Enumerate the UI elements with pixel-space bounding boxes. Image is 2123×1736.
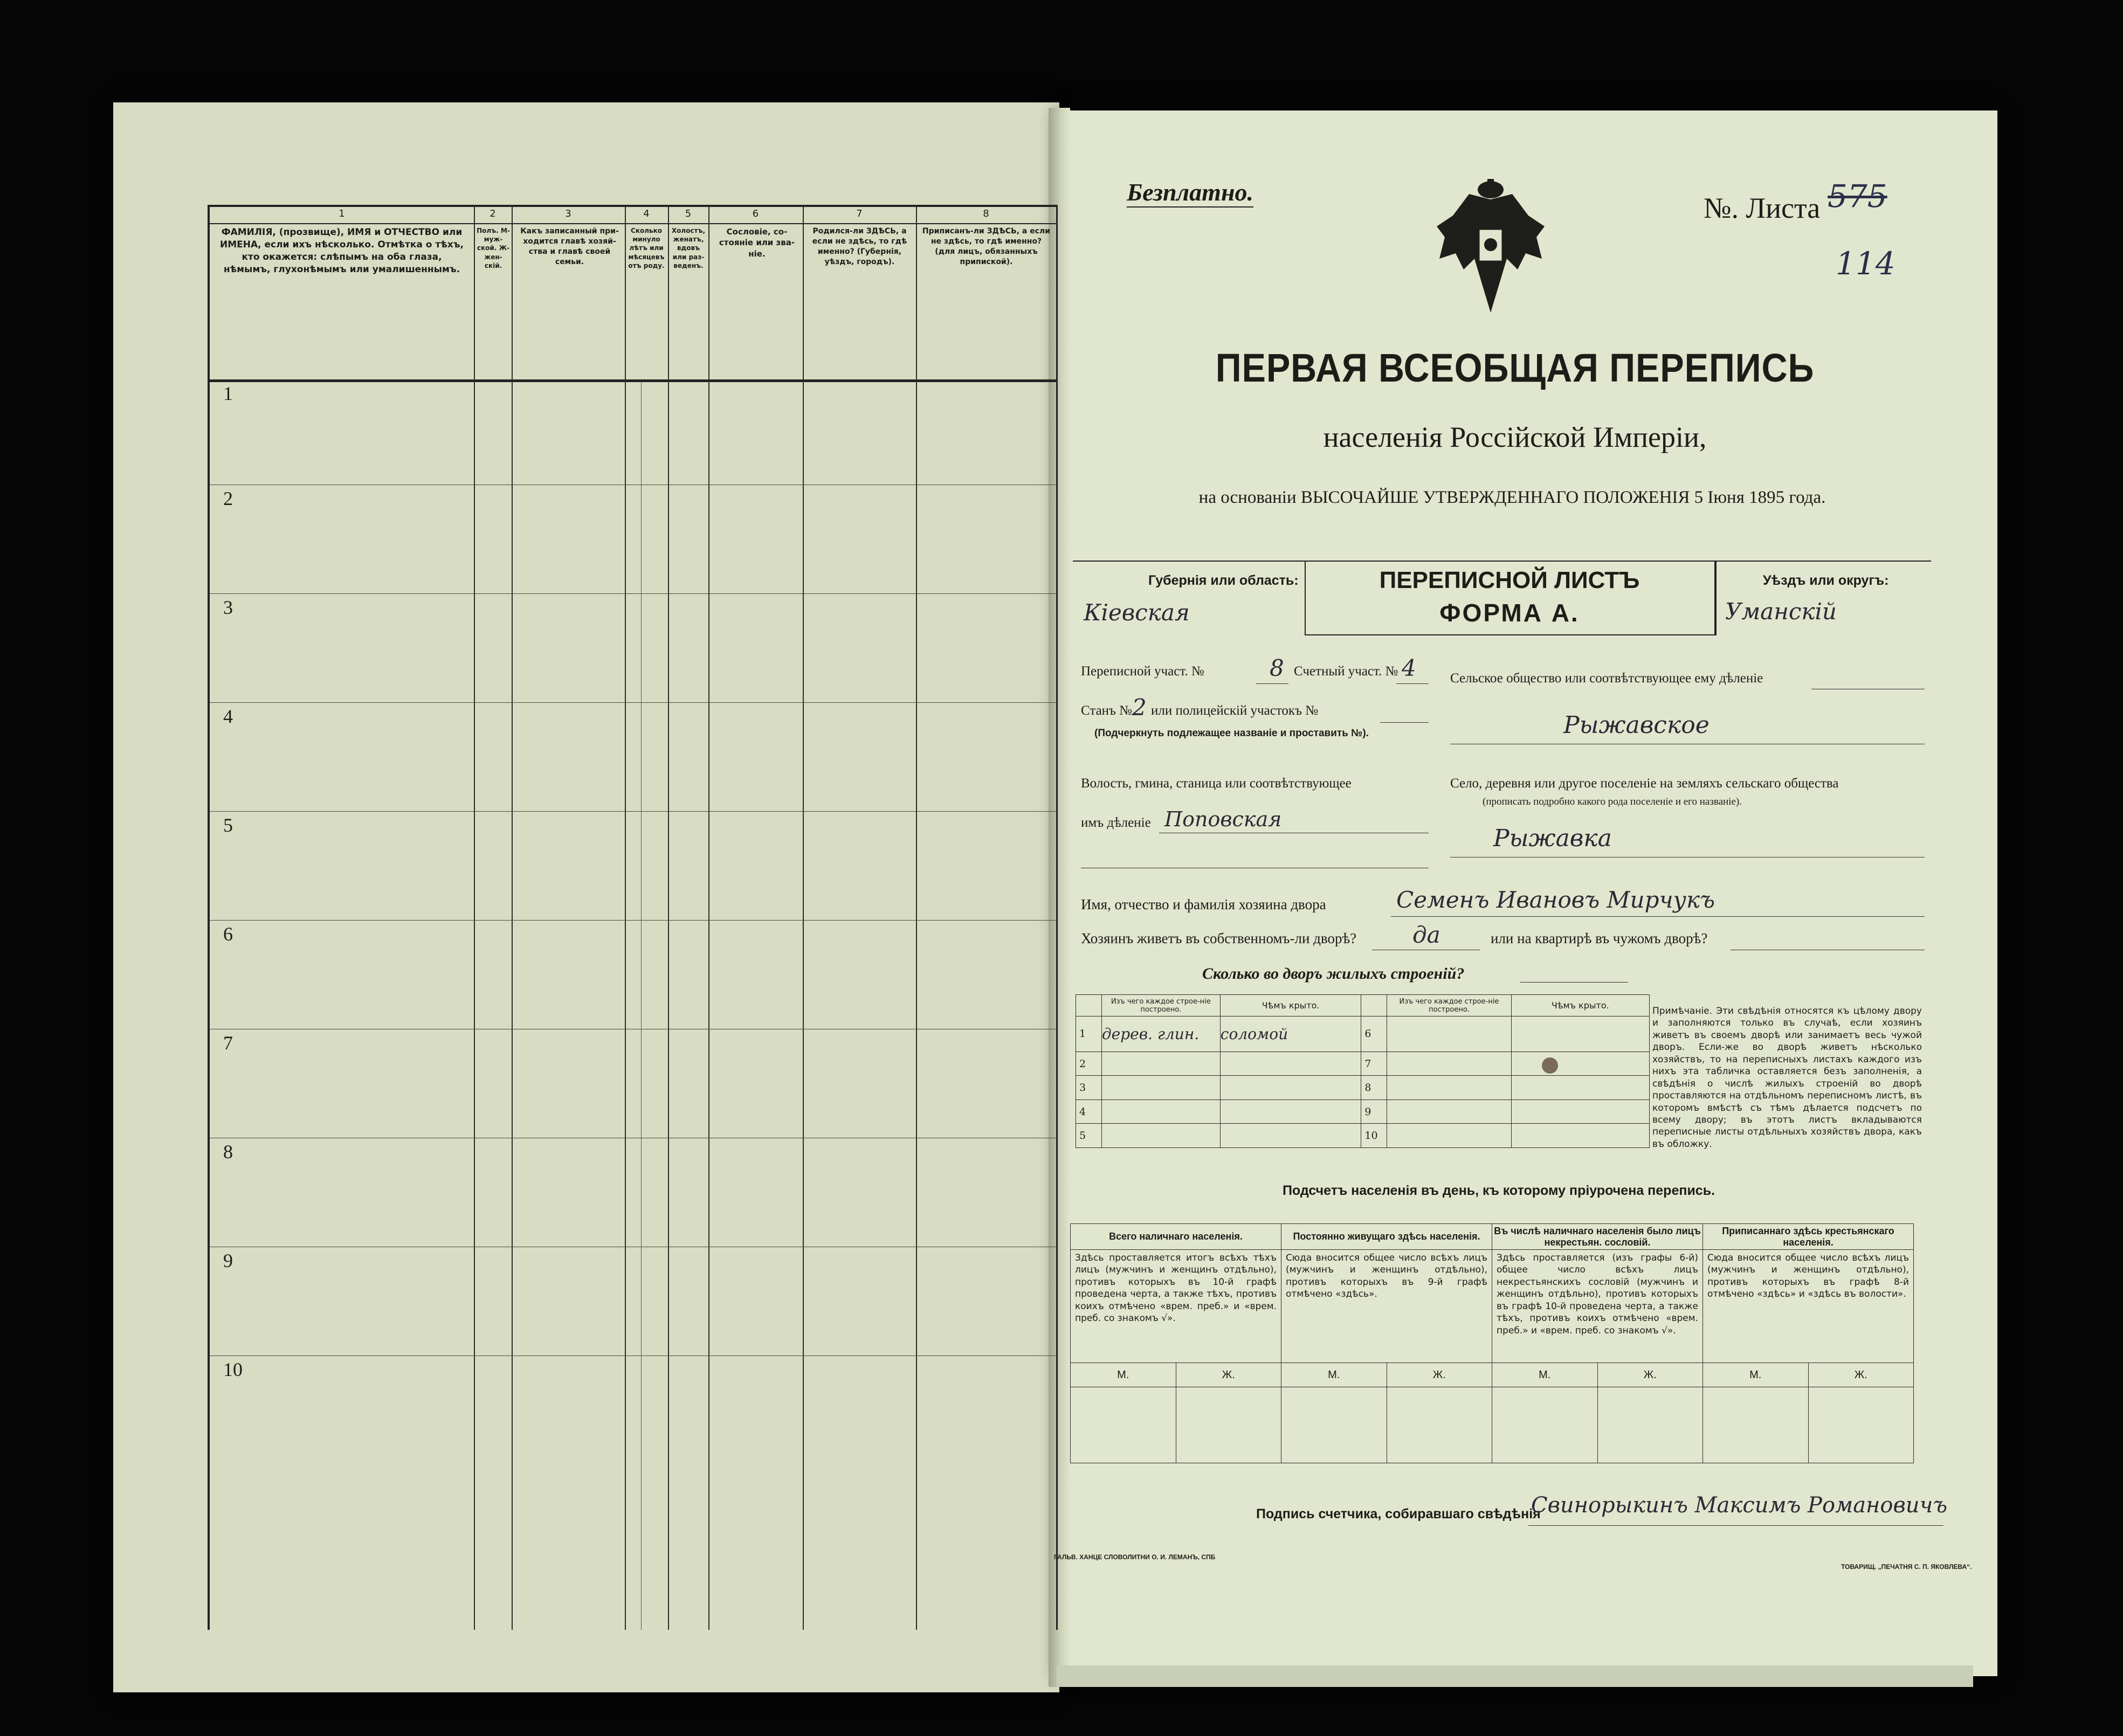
roof-header: Чѣмъ крыто. [1511,995,1649,1016]
village-value: Рыжавка [1493,825,1612,852]
building-row-number: 7 [1361,1052,1387,1076]
row-divider [210,920,1056,921]
sheet-number-value: 575 [1828,178,1887,215]
village-label: Село, деревня или другое поселеніе на земляхъ сельскаго общества [1450,776,1839,791]
form-subtitle: населенія Россійской Имперіи, [1323,421,1707,453]
rural-society-value: Рыжавское [1563,711,1710,739]
roof-header: Чѣмъ крыто. [1220,995,1361,1016]
fill-line [1380,722,1429,723]
stan-rest: или полицейскій участокъ № [1151,703,1319,718]
volost-label-2: имъ дѣленіе [1081,815,1151,830]
gubernia-label: Губернія или область: [1148,573,1299,588]
column-divider [708,207,709,1630]
row-divider [210,1355,1056,1356]
summary-head-nonpeasant: Въ числѣ наличнаго населенія было лицъ некрестьян. сословій. [1492,1224,1703,1250]
building-row-number: 3 [1076,1076,1102,1100]
legal-basis: на основаніи ВЫСОЧАЙШЕ УТВЕРЖДЕННАГО ПОЛОЖЕНІЯ 5 Іюня 1895 года. [1198,488,1826,507]
header-sex: Полъ. М-муж-ской. Ж-жен-скій. [477,227,510,269]
male-label: М. [1703,1363,1809,1387]
census-person-table [208,205,1058,1630]
volost-label: Волость, гмина, станица или соотвѣтствующее [1081,776,1352,791]
stan-value: 2 [1132,694,1147,721]
form-name: ПЕРЕПИСНОЙ ЛИСТЪ [1379,567,1640,593]
summary-head-registered: Приписаннаго здѣсь крестьянскаго населенія. [1703,1224,1914,1250]
count-district-value: 4 [1402,655,1416,681]
row-divider [210,593,1056,594]
building-row-number: 2 [1076,1052,1102,1076]
female-label: Ж. [1808,1363,1914,1387]
printer-right: ТОВАРИЩ. „ПЕЧАТНЯ С. П. ЯКОВЛЕВА“. [1841,1563,1972,1571]
count-cell [1808,1387,1914,1463]
remark-text: Примѣчаніе. Эти свѣдѣнія относятся къ цѣлому двору и заполняются только въ случаѣ, если хозяинъ живетъ въ своемъ дворѣ или занимаетъ весь чужой дворъ. Если-же во дворѣ живетъ нѣсколько хозяйствъ, то на переписныхъ листахъ каждого изъ нихъ эта табличка оставляется безъ заполненія, а свѣдѣнія о числѣ жилыхъ строеній во дворѣ проставляются на отдѣльномъ переписномъ листѣ, въ которомъ вмѣстѣ съ тѣмъ дѣлается подсчетъ по всему двору; въ этотъ листъ вкладываются переписные листы отдѣльныхъ хозяйствъ двора, какъ въ обложку. [1652,1006,1922,1150]
header-registered: Приписанъ-ли ЗДѢСЬ, а если не здѣсь, то гдѣ именно? (для лицъ, обязанныхъ припиской). [922,227,1051,266]
row-divider [210,811,1056,812]
building-row-number: 10 [1361,1124,1387,1148]
uezd-value: Уманскій [1725,598,1837,625]
column-divider [625,207,626,1630]
owner-value: Семенъ Ивановъ Мирчукъ [1396,887,1715,913]
column-divider [916,207,917,1630]
summary-head-total: Всего наличнаго населенія. [1071,1224,1281,1250]
gubernia-value: Кіевская [1084,599,1190,626]
building-row-number: 1 [1076,1016,1102,1052]
column-number: 5 [685,208,692,219]
count-district-label: Счетный участ. № [1294,664,1398,679]
rural-society-label: Сельское общество или соотвѣтствующее ему дѣленіе [1450,671,1763,686]
page-stack-edge [1057,1665,1973,1687]
fill-line [1528,1525,1943,1526]
form-title: ПЕРВАЯ ВСЕОБЩАЯ ПЕРЕПИСЬ [1215,345,1815,390]
building-row-number: 9 [1361,1099,1387,1124]
column-number: 8 [983,208,989,219]
count-cell [1071,1387,1176,1463]
column-divider [668,207,669,1630]
column-number: 3 [565,208,571,219]
column-divider [803,207,804,1630]
owner-label: Имя, отчество и фамилія хозяина двора [1081,896,1326,912]
header-birthplace: Родился-ли ЗДѢСЬ, а если не здѣсь, то гдѣ именно? (Губернія, уѣздъ, городъ). [812,227,907,266]
male-label: М. [1281,1363,1387,1387]
row-number: 6 [223,923,233,945]
fill-line [1391,916,1925,917]
column-number: 1 [339,208,345,219]
column-number: 6 [752,208,759,219]
form-letter: ФОРМА А. [1439,599,1580,627]
female-label: Ж. [1176,1363,1281,1387]
count-cell [1703,1387,1809,1463]
village-note: (прописать подробно какого рода поселеніе и его названіе). [1483,796,1742,807]
row-number: 1 [223,383,233,404]
census-district-label: Переписной участ. № [1081,664,1204,679]
row-number: 7 [223,1032,233,1054]
male-label: М. [1492,1363,1598,1387]
header-name: ФАМИЛІЯ, (прозвище), ИМЯ и ОТЧЕСТВО или ИМЕНА, если ихъ нѣсколько. Отмѣтка о тѣхъ, кто окажется: слѣпымъ на оба глаза, нѣмымъ, глухонѣмымъ или умалишеннымъ. [220,227,464,275]
header-marital: Холостъ, женатъ, вдовъ или раз-веденъ. [671,227,706,269]
owner-lives-value: да [1412,922,1440,948]
column-number: 2 [490,208,496,219]
male-label: М. [1071,1363,1176,1387]
building-row-number: 5 [1076,1124,1102,1148]
row-number: 3 [223,597,233,618]
column-divider [474,207,475,1630]
column-number: 7 [856,208,863,219]
printer-left: ГАЛЬВ. ХАНЦЕ СЛОВОЛИТНИ О. И. ЛЕМАНЪ, СПБ [1054,1553,1216,1561]
count-cell [1492,1387,1598,1463]
census-district-value: 8 [1270,655,1284,681]
female-label: Ж. [1597,1363,1703,1387]
signature-value: Свинорыкинъ Максимъ Романовичъ [1531,1493,1948,1518]
row-number: 5 [223,814,233,836]
building-material: дерев. глин. [1101,1016,1220,1052]
summary-text-registered: Сюда вносится общее число всѣхъ лицъ (мужчинъ и женщинъ отдѣльно), противъ которыхъ въ графѣ 8-й отмѣчено «здѣсь» и «здѣсь въ волости». [1703,1250,1914,1363]
header-age: Сколько минуло лѣтъ или мѣсяцевъ отъ роду. [628,227,665,269]
paper-hole [1542,1057,1558,1074]
fill-line [1256,683,1288,684]
buildings-label: Сколько во дворъ жилыхъ строеній? [1202,965,1465,983]
column-number: 4 [643,208,650,219]
uezd-label: Уѣздъ или округъ: [1763,573,1889,588]
building-roof: соломой [1220,1016,1361,1052]
column-number-row [210,207,1056,224]
summary-text-permanent: Сюда вносится общее число всѣхъ лицъ (мужчинъ и женщинъ отдѣльно), противъ которыхъ въ 9-й графѣ отмѣчено «здѣсь». [1281,1250,1492,1363]
count-cell [1597,1387,1703,1463]
free-label: Безплатно. [1127,178,1253,208]
building-row-number: 6 [1361,1016,1387,1052]
count-cell [1387,1387,1492,1463]
material-header: Изъ чего каждое строе-ніе построено. [1387,995,1511,1016]
summary-text-total: Здѣсь проставляется итогъ всѣхъ тѣхъ лицъ (мужчинъ и женщинъ отдѣльно), противъ которыхъ въ 10-й графѣ проведена черта, а также тѣхъ, противъ коихъ отмѣчено «врем. преб.» и «врем. преб. со знакомъ √». [1071,1250,1281,1363]
column-divider [512,207,513,1630]
building-row-number: 8 [1361,1076,1387,1100]
sheet-number-sub: 114 [1836,245,1895,282]
count-cell [1281,1387,1387,1463]
sheet-number-label: №. Листа [1704,192,1821,224]
summary-table [1070,1223,1914,1463]
stan-label: Станъ № [1081,703,1133,718]
row-divider [210,702,1056,703]
summary-text-nonpeasant: Здѣсь проставляется (изъ графы 6-й) общее число всѣхъ лицъ некрестьянскихъ сословій (мужчинъ и женщинъ отдѣльно), противъ которыхъ въ графѣ 10-й проведена черта, а также тѣхъ, противъ коихъ отмѣчено «врем. преб.» и «врем. преб. со знакомъ √». [1492,1250,1703,1363]
female-label: Ж. [1387,1363,1492,1387]
row-number: 9 [223,1250,233,1271]
row-number: 8 [223,1141,233,1163]
count-cell [1176,1387,1281,1463]
volost-value: Поповская [1164,807,1282,831]
row-number: 2 [223,488,233,509]
material-header: Изъ чего каждое строе-ніе построено. [1101,995,1220,1016]
header-relation: Какъ записанный при-ходится главѣ хозяй-ства и главѣ своей семьи. [520,227,619,266]
summary-head-permanent: Постоянно живущаго здѣсь населенія. [1281,1224,1492,1250]
row-number: 10 [223,1359,243,1380]
header-estate: Сословіе, со-стояніе или зва-ніе. [719,227,795,259]
stan-note: (Подчеркнуть подлежащее названіе и проставить №). [1094,728,1369,739]
signature-label: Подпись счетчика, собиравшаго свѣдѣнія [1256,1506,1541,1521]
owner-lives-rest: или на квартирѣ въ чужомъ дворѣ? [1491,930,1708,946]
row-number: 4 [223,706,233,727]
fill-line [1520,982,1628,983]
column-divider [641,382,642,1630]
double-headed-eagle-emblem-icon [1431,178,1550,323]
building-row-number: 4 [1076,1099,1102,1124]
owner-lives-label: Хозяинъ живетъ въ собственномъ-ли дворѣ? [1081,930,1357,946]
buildings-table [1076,994,1650,1148]
summary-title: Подсчетъ населенія въ день, къ которому пріурочена перепись. [1282,1183,1715,1198]
fill-line [1396,683,1429,684]
